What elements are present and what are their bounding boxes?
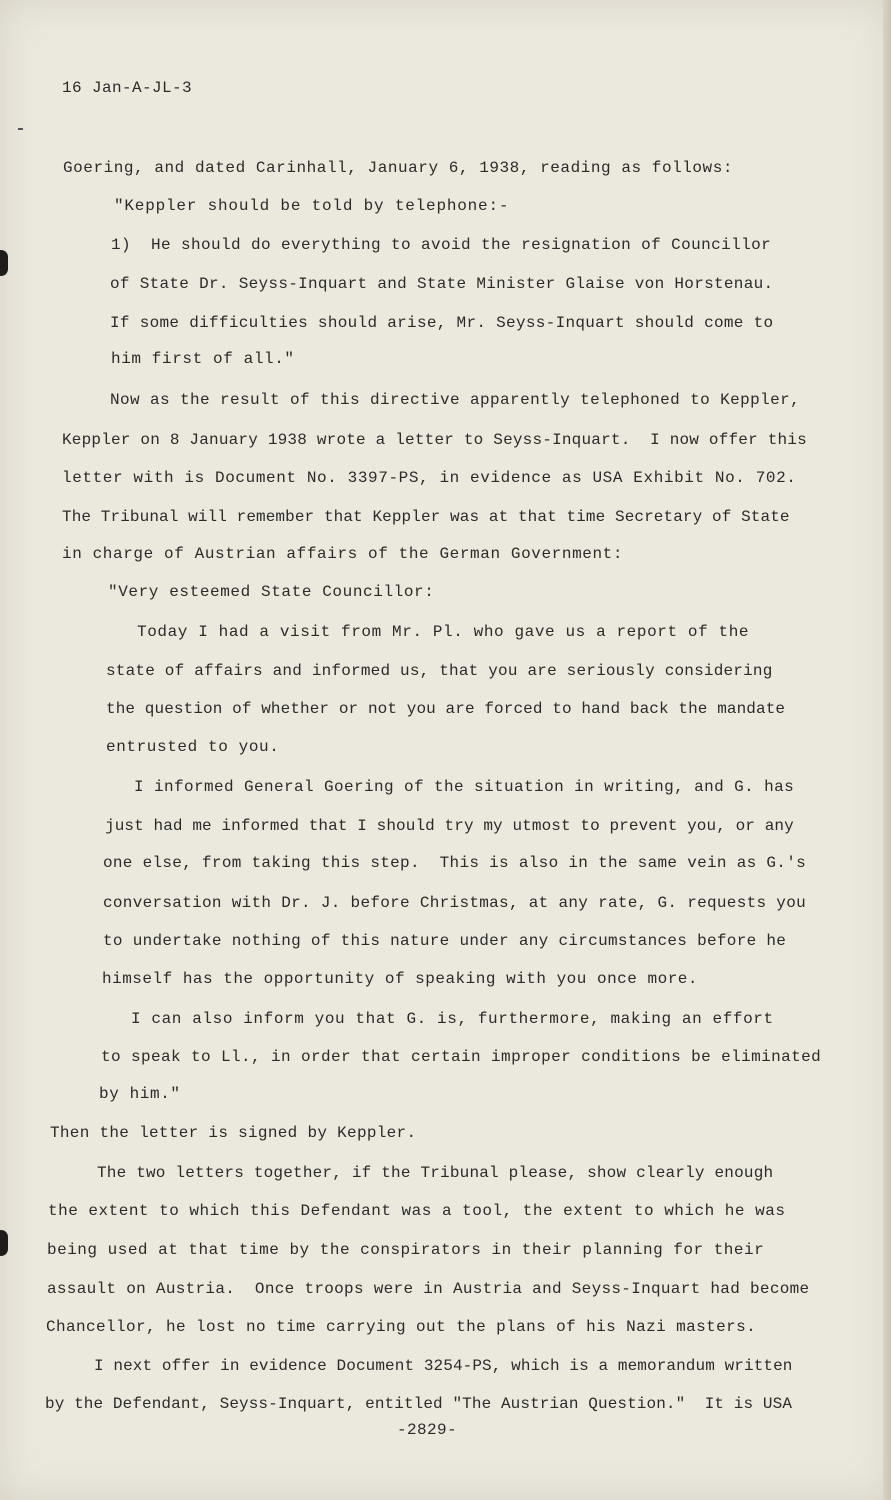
text-line: Chancellor, he lost no time carrying out the plans of his Nazi masters. [46, 1318, 757, 1336]
text-line: the question of whether or not you are forced to hand back the mandate [106, 700, 786, 718]
text-line: to undertake nothing of this nature under any circumstances before he [103, 932, 787, 950]
stray-mark [18, 128, 23, 130]
text-line: in charge of Austrian affairs of the German Government: [62, 545, 624, 563]
text-line: I informed General Goering of the situation in writing, and G. has [134, 778, 795, 796]
text-line: Then the letter is signed by Keppler. [50, 1124, 417, 1142]
text-line: the extent to which this Defendant was a tool, the extent to which he was [48, 1202, 786, 1220]
text-line: letter with is Document No. 3397-PS, in evidence as USA Exhibit No. 702. [62, 469, 797, 487]
text-line: Keppler on 8 January 1938 wrote a letter to Seyss-Inquart. I now offer this [62, 431, 807, 449]
text-line: by the Defendant, Seyss-Inquart, entitled "The Austrian Question." It is USA [45, 1395, 793, 1413]
text-line: state of affairs and informed us, that you are seriously considering [106, 662, 773, 680]
text-line: assault on Austria. Once troops were in Austria and Seyss-Inquart had become [47, 1280, 810, 1298]
text-line: conversation with Dr. J. before Christmas, at any rate, G. requests you [103, 894, 807, 912]
text-line: I can also inform you that G. is, furthermore, making an effort [131, 1010, 774, 1028]
text-line: Goering, and dated Carinhall, January 6, 1938, reading as follows: [63, 159, 734, 177]
punch-hole-bottom [0, 1230, 8, 1256]
text-line: just had me informed that I should try my utmost to prevent you, or any [105, 817, 794, 835]
text-line: of State Dr. Seyss-Inquart and State Minister Glaise von Horstenau. [110, 275, 774, 293]
text-line: to speak to Ll., in order that certain improper conditions be eliminated [101, 1048, 822, 1066]
text-line: Now as the result of this directive apparently telephoned to Keppler, [110, 391, 801, 409]
text-line: him first of all." [111, 350, 295, 368]
text-line: "Keppler should be told by telephone:- [114, 197, 510, 215]
text-line: by him." [99, 1085, 181, 1103]
text-line: If some difficulties should arise, Mr. Seyss-Inquart should come to [110, 314, 774, 332]
page-number: -2829- [397, 1421, 458, 1439]
text-line: being used at that time by the conspirators in their planning for their [47, 1241, 765, 1259]
page-edge [883, 0, 891, 1500]
text-line: one else, from taking this step. This is also in the same vein as G.'s [103, 854, 807, 872]
text-line: Today I had a visit from Mr. Pl. who gave us a report of the [137, 623, 750, 641]
text-line: The two letters together, if the Tribunal please, show clearly enough [97, 1164, 774, 1182]
document-code: 16 Jan-A-JL-3 [62, 79, 193, 97]
text-line: The Tribunal will remember that Keppler was at that time Secretary of State [62, 508, 790, 526]
text-line: "Very esteemed State Councillor: [108, 583, 435, 601]
text-line: entrusted to you. [106, 738, 280, 756]
text-line: I next offer in evidence Document 3254-PS, which is a memorandum written [94, 1357, 793, 1375]
text-line: 1) He should do everything to avoid the resignation of Councillor [111, 236, 772, 254]
punch-hole-top [0, 250, 8, 276]
text-line: himself has the opportunity of speaking with you once more. [102, 970, 698, 988]
